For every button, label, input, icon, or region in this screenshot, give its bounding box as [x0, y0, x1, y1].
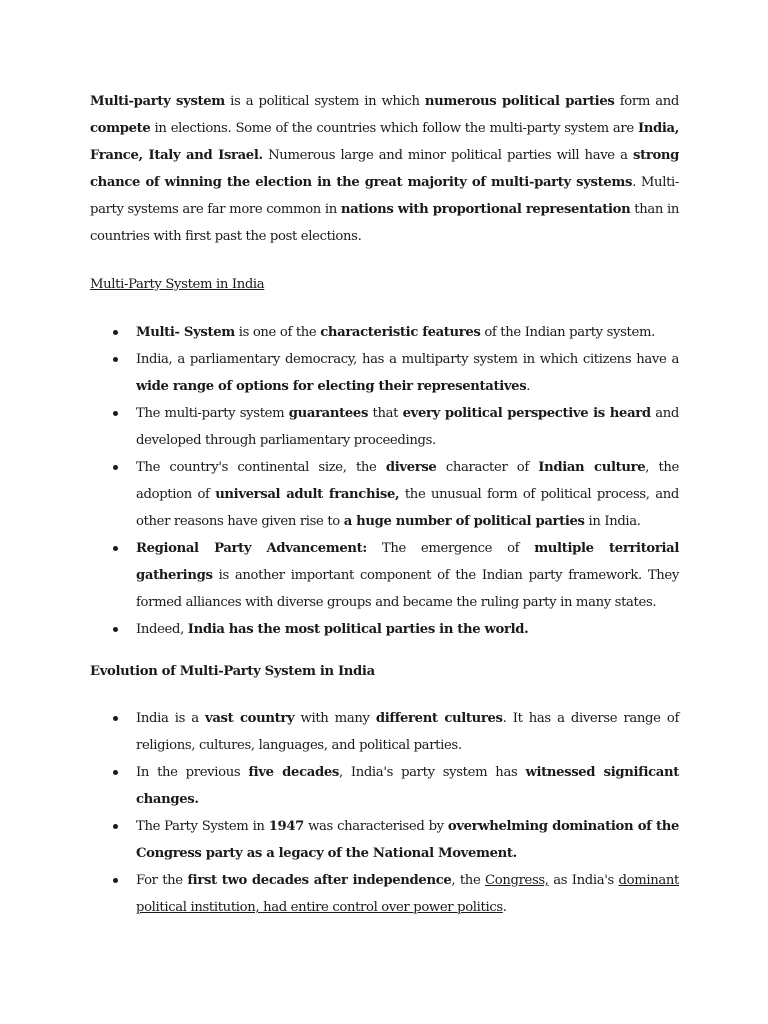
bold-run: different cultures [375, 711, 503, 726]
bold-run: India has the most political parties in the world. [187, 622, 529, 637]
text-run: For the [136, 873, 188, 888]
text-run: that [368, 406, 403, 421]
bold-run: wide range of options for electing their representatives [136, 379, 527, 394]
text-run: Indeed, [136, 622, 188, 637]
text-run: , the [451, 873, 485, 888]
text-run: The Party System in [136, 819, 269, 834]
text-run: of the Indian party system. [480, 325, 655, 340]
heading-text: Evolution of Multi-Party System in India [90, 664, 375, 679]
text-run: was characterised by [304, 819, 448, 834]
list-item [136, 535, 679, 616]
bold-run: numerous political parties [424, 94, 615, 109]
bold-run: Multi- System [136, 325, 235, 340]
text-run: the unusual form of political process, and other reasons have given rise to [136, 487, 679, 529]
text-run: . Multi-party systems are far more common in [90, 175, 679, 217]
bold-run: five decades [248, 765, 339, 780]
text-run: . It has a diverse range of religions, cultures, languages, and political parties. [136, 711, 679, 753]
text-run: is another important component of the Indian party framework. They formed alliances with diverse groups and became the ruling party in many states. [136, 568, 679, 610]
bold-run: strong chance of winning the election in the great majority of multi-party systems [90, 148, 679, 190]
list-item [136, 346, 679, 400]
bold-run: India, France, Italy and Israel. [90, 121, 679, 163]
section-heading-multi-party-india [90, 271, 679, 298]
intro-paragraph [90, 88, 679, 250]
bold-run: witnessed significant changes. [136, 765, 679, 807]
bold-run: every political perspective is heard [402, 406, 651, 421]
text-run: character of [436, 460, 539, 475]
bullet-list-section2 [90, 705, 679, 921]
text-run: The multi-party system [136, 406, 289, 421]
text-run: , India's party system has [338, 765, 526, 780]
text-run: in elections. Some of the countries which follow the multi-party system are [150, 121, 638, 136]
list-item [136, 454, 679, 535]
bold-run: vast country [205, 711, 295, 726]
list-item [136, 616, 679, 643]
text-run: with many [294, 711, 376, 726]
text-run: , the adoption of [136, 460, 680, 502]
bold-run: 1947 [268, 819, 304, 834]
text-run: The emergence of [366, 541, 535, 556]
heading-text: Multi-Party System in India [90, 277, 265, 292]
bold-run: universal adult franchise, [215, 487, 400, 502]
text-run: form and [614, 94, 679, 109]
bold-run: Regional Party Advancement: [136, 541, 367, 556]
term-multi-party-system: Multi-party system [90, 94, 225, 109]
text-run: India, a parliamentary democracy, has a multiparty system in which citizens have a [136, 352, 679, 367]
text-run: The country's continental size, the [136, 460, 386, 475]
bold-run: first two decades after independence [187, 873, 452, 888]
text-run: in India. [584, 514, 641, 529]
section-heading-evolution [90, 658, 679, 685]
bold-run: nations with proportional representation [340, 202, 631, 217]
text-run: In the previous [136, 765, 249, 780]
text-run: India is a [136, 711, 206, 726]
list-item [136, 319, 679, 346]
text-run: is a political system in which [224, 94, 425, 109]
underlined-run: dominant political institution, had entire control over power politics [136, 873, 679, 915]
list-item [136, 705, 679, 759]
document-page [90, 88, 679, 921]
list-item [136, 867, 679, 921]
text-run: and developed through parliamentary proceedings. [136, 406, 680, 448]
text-run: as India's [548, 873, 619, 888]
bold-run: characteristic features [320, 325, 481, 340]
bold-run: multiple territorial gatherings [136, 541, 679, 583]
underlined-run: Congress, [485, 873, 549, 888]
text-run: . [526, 379, 531, 394]
text-run: Numerous large and minor political parties will have a [262, 148, 634, 163]
text-run: than in countries with first past the post elections. [90, 202, 679, 244]
bullet-list-section1 [90, 319, 679, 643]
bold-run: a huge number of political parties [343, 514, 585, 529]
text-run: is one of the [234, 325, 321, 340]
bold-run: guarantees [288, 406, 369, 421]
text-run: . [502, 900, 507, 915]
list-item [136, 400, 679, 454]
bold-run: diverse [385, 460, 437, 475]
list-item [136, 759, 679, 813]
bold-run: compete [90, 121, 151, 136]
bold-run: Indian culture [538, 460, 646, 475]
list-item [136, 813, 679, 867]
bold-run: overwhelming domination of the Congress party as a legacy of the National Movement. [136, 819, 679, 861]
